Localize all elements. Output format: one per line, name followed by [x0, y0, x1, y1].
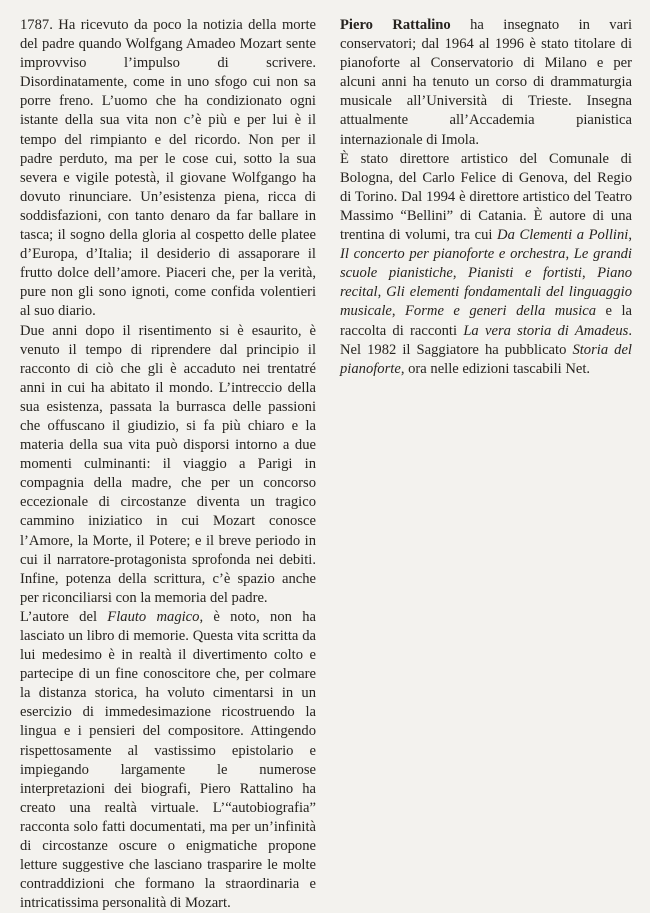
work-title-4: Pianisti e fortisti [468, 265, 582, 282]
sep-2: , [565, 246, 574, 263]
synopsis-paragraph-2: Due anni dopo il risentimento si è esaurito, è venuto il tempo di riprendere dal principio il racconto di ciò che gli è accaduto nei trentatré anni in cui ha abitato il mondo. L’intreccio della sua esistenza, passata la burrasca delle passioni che offuscano il giudizio, si fa più chiaro e la materia della sua vita può disporsi intorno a due momenti culminanti: il viaggio a Parigi in compagnia della madre, che per un concorso eccezionale di circostanze diventa un tragico cammino iniziatico in cui Mozart conosce l’Amore, la Morte, il Potere; e il breve periodo in cui il narratore-protagonista sprofonda nei debiti. Infine, potenza della scrittura, c’è spazio anche per riconciliarsi con la memoria del padre. [20, 322, 316, 606]
p3-text-after: , è noto, non ha lasciato un libro di memorie. Questa vita scritta da lui medesimo è in realtà il divertimento colto e partecipe di un fine conoscitore che, per colmare la distanza storica, ha voluto cimentarsi in un esercizio di immedesimazione ricostruendo la lingua e i pensieri del compositore. Attingendo rispettosamente al vastissimo epistolario e impiegando largamente le numerose interpretazioni dei biografi, Piero Rattalino ha creato una realtà virtuale. L’“autobiografia” racconta solo fatti documentati, ma per un’infinità di circostanze oscure o enigmatiche propone letture suggestive che lasciano trasparire le molte contraddizioni che formano la straordinaria e intricatissima personalità di Mozart. [20, 608, 316, 912]
work-title-3: Le grandi scuole pianistiche [340, 246, 632, 282]
author-name: Piero Rattalino [340, 17, 451, 33]
author-bio-paragraph-2 [340, 150, 632, 379]
author-bio-column [340, 16, 632, 379]
sep-8: . Nel 1982 il Saggiatore ha pubblicato [340, 322, 633, 358]
sep-7: e la raccolta di racconti [340, 303, 632, 339]
work-title-7: Forme e generi della musica [405, 303, 597, 320]
work-title-1: Da Clementi a Pollini [497, 227, 629, 244]
synopsis-paragraph-1: 1787. Ha ricevuto da poco la notizia della morte del padre quando Wolfgang Amadeo Mozart sente improvviso l’impulso di scrivere. Disordinatamente, come in uno sfogo cui non sa porre freno. L’uomo che ha condizionato ogni istante della sua vita non c’è più e per lui è il tempo del rimpianto e del ricordo. Non per il padre perduto, ma per le cose cui, sotto la sua severa e vigile potestà, il giovane Wolfgango ha dovuto rinunciare. Un’esistenza piena, ricca di soddisfazioni, con tanto denaro da far ballare in tasca; il sogno della gloria al cospetto delle platee d’Europa, d’Italia; il desiderio di assaporare il frutto dolce dell’amore. Piaceri che, per la verità, pure non gli sono ignoti, come confida volentieri al suo diario. [20, 17, 316, 320]
bio2-text: È stato direttore artistico del Comunale di Bologna, del Carlo Felice di Genova, del Regio di Torino. Dal 1994 è direttore artistico del Teatro Massimo “Bellini” di Catania. È autore di una trentina di volumi, tra cui [340, 150, 632, 244]
author-bio-paragraph-1 [340, 16, 632, 150]
synopsis-column [20, 16, 316, 913]
sep-1: , [628, 227, 632, 244]
work-title-2: Il concerto per pianoforte e orchestra [340, 246, 566, 263]
sep-4: , [581, 265, 598, 282]
sep-6: , [391, 303, 406, 320]
work-title-6: Gli elementi fondamentali del linguaggio musicale [340, 284, 633, 320]
work-title-9: Storia del pianoforte [340, 341, 632, 377]
p3-text-before: L’autore del [20, 608, 108, 625]
sep-5: , [377, 284, 387, 301]
sep-9: , ora nelle edizioni tascabili Net. [400, 360, 591, 377]
work-title-8: La vera storia di Amadeus [463, 322, 629, 339]
synopsis-paragraph-3 [20, 608, 316, 913]
work-title-5: Piano recital [340, 265, 632, 301]
bio1-text: ha insegnato in vari conservatori; dal 1964 al 1996 è stato titolare di pianoforte al Conservatorio di Milano e per alcuni anni ha tenuto un corso di drammaturgia musicale all’Università di Trieste. Insegna attualmente all’Accademia pianistica internazionale di Imola. [340, 17, 632, 148]
p3-book-title: Flauto magico [107, 608, 200, 625]
sep-3: , [452, 265, 469, 282]
